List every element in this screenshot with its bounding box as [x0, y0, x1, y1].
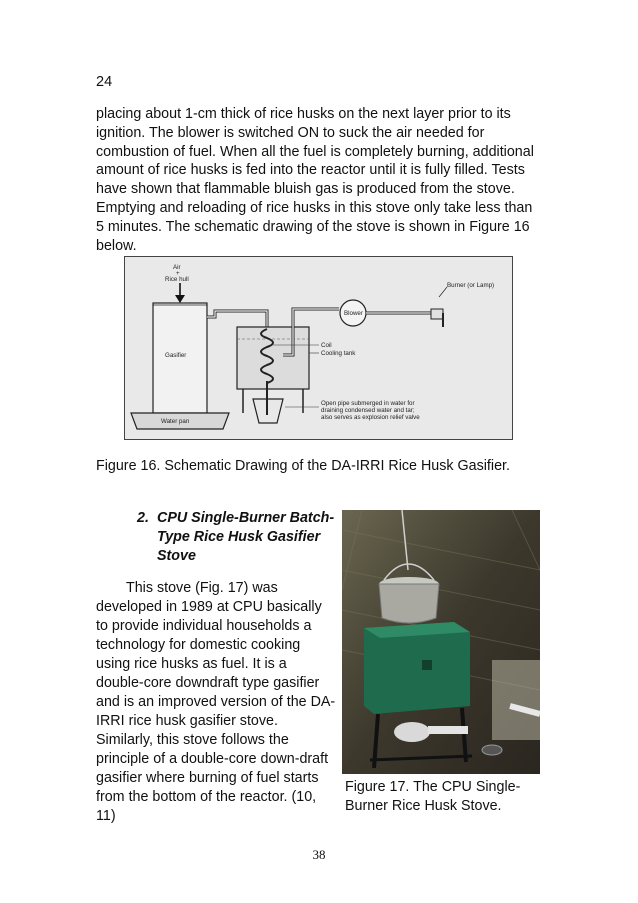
burner [431, 309, 443, 319]
label-gasifier: Gasifier [165, 352, 187, 359]
label-air: Air [173, 264, 181, 271]
gasifier-schematic-drawing [125, 257, 512, 439]
figure-16-schematic [124, 256, 513, 440]
blower-unit [394, 722, 430, 742]
figure-17-caption: Figure 17. The CPU Single-Burner Rice Husk Stove. [345, 779, 521, 814]
page-number-top: 24 [96, 74, 113, 90]
label-pipe-line3: also serves as explosion relief valve [321, 414, 420, 421]
figure-17-photo [342, 510, 540, 774]
label-burner: Burner (or Lamp) [447, 282, 495, 289]
label-coil: Coil [321, 342, 332, 349]
air-inlet-arrow [175, 295, 185, 303]
label-plus: + [176, 270, 180, 277]
section-body: This stove (Fig. 17) was developed in 1989 at CPU basically to provide individual households a technology for domestic cooking using rice husks as fuel. It is a double-core downdraft type gasifier and is an improved version of the DA-IRRI rice husk gasifier stove. Similarly, this stove follows the principle of a double-core down-draft gasifier where burning of fuel starts from the bottom of the reactor. (10, 11) [96, 580, 336, 824]
pot [379, 584, 439, 623]
label-pipe-line2: draining condensed water and tar; [321, 407, 415, 414]
page-number-footer: 38 [312, 847, 326, 862]
label-water-pan: Water pan [161, 418, 190, 425]
section-number: 2. [137, 510, 149, 526]
intro-paragraph: placing about 1-cm thick of rice husks on the next layer prior to its ignition. The blower is switched ON to suck the air needed for combustion of fuel. When all the fuel is completely burning, additional amount of rice husks is fed into the reactor until it is fully filled. Tests have shown that flammable bluish gas is produced from the stove. Emptying and reloading of rice husks in this stove only take less than 5 minutes. The schematic drawing of the stove is shown in Figure 16 below. [96, 106, 534, 254]
figure-16-caption: Figure 16. Schematic Drawing of the DA-IRRI Rice Husk Gasifier. [96, 458, 510, 474]
stove-photo-illustration [342, 510, 540, 774]
label-cooling-tank: Cooling tank [321, 350, 356, 357]
label-blower: Blower [344, 310, 363, 317]
label-rice-hull: Rice hull [165, 276, 189, 283]
label-pipe-line1: Open pipe submerged in water for [321, 400, 415, 407]
section-title: CPU Single-Burner Batch-Type Rice Husk Gasifier Stove [157, 510, 335, 564]
